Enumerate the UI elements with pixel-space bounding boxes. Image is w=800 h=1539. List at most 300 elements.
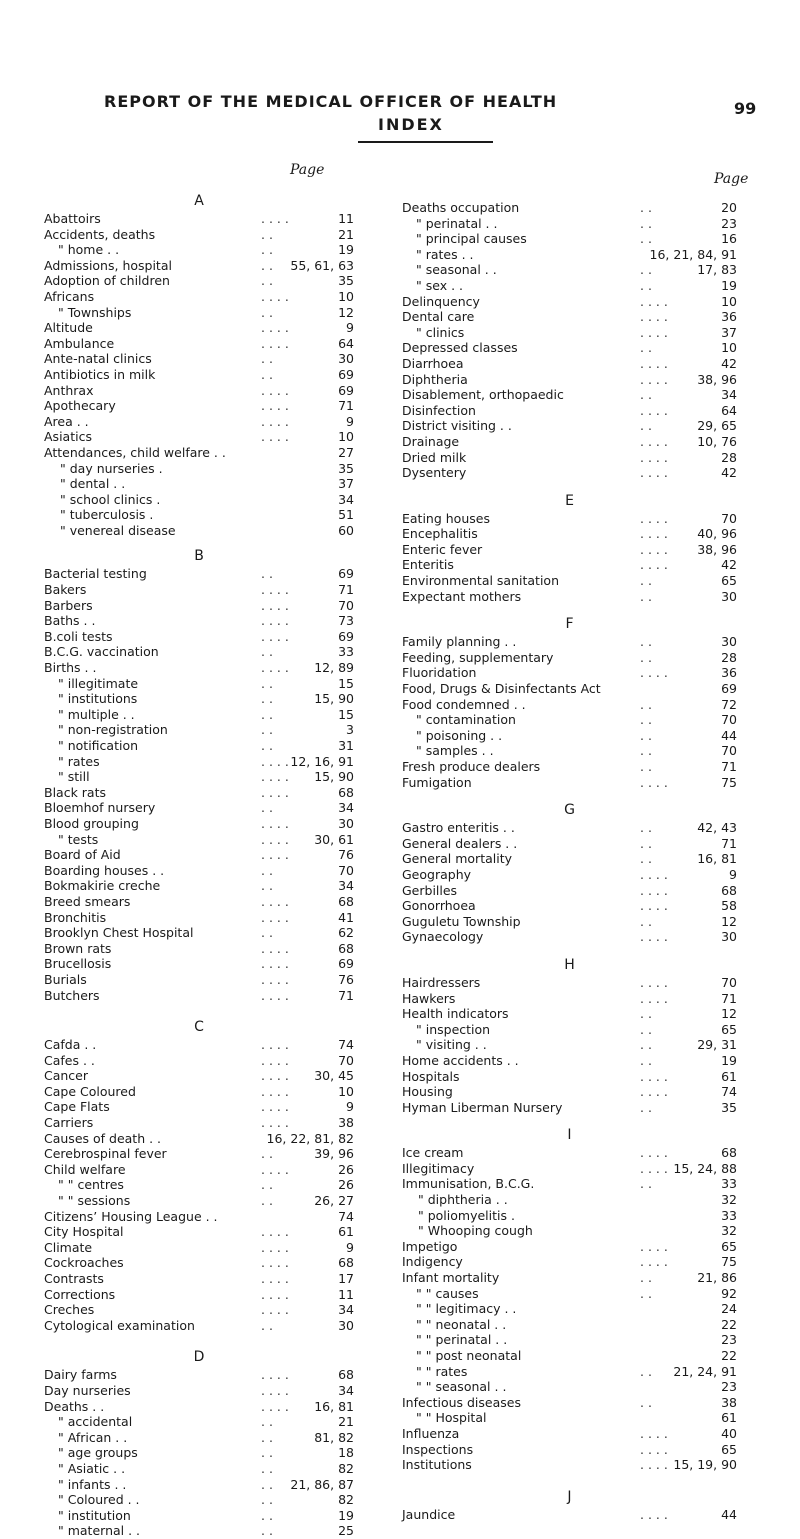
entry-leader-dots: . . [261,257,273,273]
entry-term: Deaths . . [44,1398,105,1414]
entry-term: " " rates [416,1363,468,1379]
index-entry [402,356,737,372]
entry-leader-dots: . . . . [640,1160,668,1176]
entry-page-numbers: 68 [721,1145,737,1161]
entry-leader-dots: . . . . [640,449,668,465]
entry-term: Citizens’ Housing League . . [44,1208,218,1224]
entry-leader-dots: . . [261,226,273,242]
entry-leader-dots: . . . . [261,1115,289,1131]
index-entry [402,1192,737,1208]
entry-leader-dots: . . . . [640,898,668,914]
entry-leader-dots: . . [261,1460,273,1476]
index-entry [402,1176,737,1192]
entry-leader-dots: . . . . [261,1239,289,1255]
entry-page-numbers: 10 [338,429,354,445]
entry-page-numbers: 30, 45 [314,1068,354,1084]
entry-term: Fresh produce dealers [402,759,541,774]
index-section [402,491,737,605]
entry-page-numbers: 15, 90 [314,769,354,785]
entry-leader-dots: . . [261,304,273,320]
entry-page-numbers: 69 [338,366,354,382]
heading-rule [358,141,493,143]
entry-leader-dots: . . [640,1270,652,1286]
entry-page-numbers: 34 [338,878,354,894]
entry-page-numbers: 19 [721,277,737,293]
entry-page-numbers: 17, 83 [697,262,737,278]
entry-page-numbers: 74 [721,1084,737,1100]
index-entry [402,1161,737,1177]
entry-term: " clinics [416,324,465,340]
entry-page-numbers: 44 [721,1506,737,1522]
entry-leader-dots: . . [640,215,652,231]
index-column-right [402,200,737,1522]
entry-term: Gastro enteritis . . [402,820,515,836]
entry-leader-dots: . . [261,242,273,258]
entry-term: Cytological examination [44,1317,195,1333]
index-entry [402,294,737,310]
entry-term: Infant mortality [402,1270,500,1286]
index-entry [44,1099,354,1115]
index-entry [44,227,354,243]
entry-page-numbers: 16, 81 [697,851,737,867]
entry-term: " infants . . [58,1476,127,1492]
index-entry [402,1348,737,1364]
index-entry [402,1037,737,1053]
section-letter: E [565,492,574,509]
right-page-column-label: Page [714,171,749,187]
entry-page-numbers: 33 [721,1176,737,1192]
entry-page-numbers: 70 [721,743,737,759]
entry-leader-dots: . . . . [640,371,668,387]
entry-leader-dots: . . [261,675,273,691]
index-entry [402,743,737,759]
entry-leader-dots: . . . . [261,987,289,1003]
entry-leader-dots: . . [261,1507,273,1523]
section-letter: D [193,1349,205,1366]
entry-leader-dots: . . . . [261,753,289,769]
index-entry [402,1395,737,1411]
entry-page-numbers: 24 [721,1301,737,1317]
entry-term: Immunisation, B.C.G. [402,1176,535,1192]
entry-page-numbers: 21, 24, 91 [673,1363,737,1379]
entry-term: Institutions [402,1457,472,1473]
entry-leader-dots: . . . . [261,1037,289,1053]
entry-term: " " perinatal . . [416,1332,508,1348]
index-entry [44,1146,354,1162]
entry-term: Baths . . [44,613,96,629]
index-entry [44,1492,354,1508]
entry-page-numbers: 33 [721,1207,737,1223]
entry-term: " poliomyelitis . [418,1207,515,1223]
entry-term: Causes of death . . [44,1130,162,1146]
index-section [44,1347,354,1539]
entry-term: " seasonal . . [416,262,497,278]
index-entry [402,418,737,434]
entry-leader-dots: . . . . [640,355,668,371]
entry-page-numbers: 70 [721,510,737,526]
entry-page-numbers: 71 [721,835,737,851]
entry-term: Deaths occupation [402,200,520,215]
entry-page-numbers: 38, 96 [697,371,737,387]
index-entry [44,429,354,445]
entry-term: Anthrax [44,382,94,398]
entry-term: " Coloured . . [58,1492,140,1508]
entry-page-numbers: 42, 43 [697,820,737,836]
entry-term: Jaundice [402,1506,456,1522]
entry-page-numbers: 30 [338,815,354,831]
entry-leader-dots: . . . . [261,1271,289,1286]
index-entry [402,1379,737,1395]
entry-leader-dots: . . [261,691,273,707]
entry-term: Gynaecology [402,929,484,945]
entry-term: Disinfection [402,402,476,418]
index-entry [44,1383,354,1399]
entry-leader-dots: . . [640,743,652,759]
entry-term: Guguletu Township [402,913,521,929]
entry-term: Dental care [402,309,475,325]
entry-leader-dots: . . . . [261,211,289,226]
entry-term: Fluoridation [402,665,477,681]
entry-leader-dots: . . [261,1492,273,1508]
index-entry [44,1193,354,1209]
entry-leader-dots: . . [261,1414,273,1430]
entry-term: " Townships [58,304,132,320]
index-entry [44,1224,354,1240]
index-entry [44,445,354,461]
entry-term: Cape Coloured [44,1083,136,1099]
entry-leader-dots: . . . . [640,1506,668,1522]
entry-term: Barbers [44,597,93,613]
entry-page-numbers: 23 [721,1379,737,1395]
entry-page-numbers: 10 [338,288,354,304]
entry-term: Family planning . . [402,634,517,650]
entry-term: B.coli tests [44,628,113,644]
index-entry [44,1461,354,1477]
entry-page-numbers: 38, 96 [697,541,737,557]
entry-leader-dots: . . . . [261,382,289,398]
entry-term: Home accidents . . [402,1052,519,1068]
index-entry [402,573,737,589]
entry-term: Hawkers [402,990,456,1006]
entry-page-numbers: 15 [338,706,354,722]
entry-leader-dots: . . [640,1006,652,1022]
index-entry [44,507,354,523]
index-entry [402,589,737,605]
entry-page-numbers: 73 [338,613,354,629]
entry-leader-dots: . . [261,1146,273,1162]
entry-leader-dots: . . . . [261,784,289,800]
index-section [402,955,737,1115]
index-entry [402,836,737,852]
entry-term: Burials [44,971,87,987]
index-entry [44,1177,354,1193]
entry-term: Cafda . . [44,1037,97,1053]
entry-page-numbers: 61 [338,1224,354,1240]
entry-term: Cape Flats [44,1099,110,1115]
entry-page-numbers: 12, 16, 91 [290,753,354,769]
index-entry [44,660,354,676]
entry-term: " accidental [58,1414,133,1430]
entry-page-numbers: 19 [338,242,354,258]
entry-term: Dysentery [402,465,467,481]
entry-leader-dots: . . [261,1445,273,1461]
index-entry [402,387,737,403]
entry-page-numbers: 37 [338,476,354,492]
entry-page-numbers: 38 [721,1394,737,1410]
index-section [402,200,737,481]
entry-page-numbers: 19 [338,1507,354,1523]
index-entry [402,247,737,263]
entry-page-numbers: 10 [721,340,737,356]
entry-term: Cafes . . [44,1052,95,1068]
entry-term: " " centres [58,1177,124,1193]
index-entry [44,211,354,227]
entry-page-numbers: 75 [721,774,737,790]
index-entry [44,1477,354,1493]
entry-leader-dots: . . . . [640,1425,668,1441]
entry-page-numbers: 61 [721,1068,737,1084]
index-entry [402,200,737,216]
index-section [44,546,354,1003]
entry-leader-dots: . . [640,712,652,728]
entry-page-numbers: 61 [721,1410,737,1426]
entry-page-numbers: 12 [721,913,737,929]
entry-term: Apothecary [44,398,116,414]
index-section [402,800,737,945]
entry-leader-dots: . . [261,1523,273,1539]
entry-page-numbers: 71 [338,987,354,1003]
entry-term: Births . . [44,660,97,676]
section-letter: B [194,548,204,565]
entry-leader-dots: . . . . [640,402,668,418]
entry-page-numbers: 76 [338,971,354,987]
entry-page-numbers: 26 [338,1177,354,1193]
entry-leader-dots: . . [640,759,652,774]
entry-page-numbers: 15, 24, 88 [673,1160,737,1176]
entry-leader-dots: . . [640,1285,652,1301]
index-entry [44,242,354,258]
entry-term: Brown rats [44,940,112,956]
index-entry [44,383,354,399]
entry-page-numbers: 30 [721,634,737,650]
index-entry [44,629,354,645]
entry-term: Creches [44,1302,95,1318]
index-entry [44,1115,354,1131]
entry-leader-dots: . . . . [640,557,668,573]
entry-term: Butchers [44,987,100,1003]
entry-term: Day nurseries [44,1382,131,1398]
entry-leader-dots: . . . . [261,628,289,644]
index-entry [402,851,737,867]
index-entry [44,816,354,832]
entry-page-numbers: 35 [338,273,354,289]
entry-term: " rates . . [416,246,474,262]
entry-term: District visiting . . [402,418,512,434]
entry-term: Hairdressers [402,974,481,990]
entry-leader-dots: . . . . [261,909,289,925]
index-entry [402,1410,737,1426]
index-entry [402,1053,737,1069]
index-entry [44,1131,354,1147]
entry-leader-dots: . . [640,1037,652,1053]
entry-page-numbers: 11 [338,1286,354,1302]
index-entry [44,691,354,707]
index-entry [402,526,737,542]
index-entry [44,414,354,430]
index-entry [402,1145,737,1161]
index-entry [44,941,354,957]
entry-term: Housing [402,1084,453,1100]
entry-page-numbers: 38 [338,1115,354,1131]
entry-leader-dots: . . . . [640,1145,668,1161]
entry-page-numbers: 69 [338,628,354,644]
index-entry [44,644,354,660]
entry-term: " tuberculosis . [60,507,154,523]
entry-term: Environmental sanitation [402,573,559,589]
index-section [402,1487,737,1523]
index-entry [402,991,737,1007]
entry-term: Bloemhof nursery [44,800,156,816]
entry-term: General dealers . . [402,835,518,851]
entry-leader-dots: . . . . [261,1161,289,1177]
entry-leader-dots: . . . . [261,1052,289,1068]
entry-page-numbers: 30 [338,351,354,367]
entry-page-numbers: 26 [338,1161,354,1177]
entry-leader-dots: . . [640,277,652,293]
entry-page-numbers: 15, 19, 90 [673,1457,737,1473]
index-section [402,614,737,790]
entry-term: " poisoning . . [416,727,503,743]
entry-page-numbers: 74 [338,1037,354,1053]
entry-leader-dots: . . [640,1021,652,1037]
entry-leader-dots: . . [640,1099,652,1115]
index-entry [44,956,354,972]
entry-term: " African . . [58,1429,128,1445]
index-entry [44,1445,354,1461]
entry-page-numbers: 12 [338,304,354,320]
entry-term: Enteric fever [402,541,483,557]
entry-leader-dots: . . . . [261,1382,289,1398]
index-entry [44,769,354,785]
entry-term: Diphtheria [402,371,468,387]
entry-page-numbers: 71 [338,398,354,414]
index-entry [44,613,354,629]
entry-page-numbers: 40, 96 [697,526,737,542]
entry-term: Expectant mothers [402,588,522,604]
entry-page-numbers: 29, 31 [697,1037,737,1053]
entry-leader-dots: . . [261,1177,273,1193]
entry-term: Ante-natal clinics [44,351,152,367]
entry-leader-dots: . . . . [261,769,289,785]
entry-term: Adoption of children [44,273,170,289]
entry-page-numbers: 69 [338,566,354,582]
entry-page-numbers: 92 [721,1285,737,1301]
entry-leader-dots: . . [640,573,652,589]
index-entry [44,336,354,352]
entry-term: " " legitimacy . . [416,1301,517,1317]
entry-page-numbers: 64 [721,402,737,418]
index-entry [44,1430,354,1446]
entry-page-numbers: 65 [721,1441,737,1457]
index-entry [44,1037,354,1053]
index-entry [44,1399,354,1415]
entry-leader-dots: . . . . [640,1068,668,1084]
entry-term: Feeding, supplementary [402,649,554,665]
index-entry [44,273,354,289]
index-entry [44,1508,354,1524]
entry-term: Boarding houses . . [44,862,165,878]
entry-term: " institutions [58,691,138,707]
index-entry [44,598,354,614]
entry-term: " principal causes [416,231,527,247]
entry-term: " venereal disease [60,522,176,538]
entry-leader-dots: . . [261,925,273,941]
entry-leader-dots: . . . . [640,324,668,340]
section-letter: A [194,193,204,209]
entry-page-numbers: 16, 22, 81, 82 [266,1130,354,1146]
entry-term: Climate [44,1239,93,1255]
entry-leader-dots: . . . . [640,526,668,542]
index-entry [402,1364,737,1380]
entry-leader-dots: . . . . [640,541,668,557]
entry-page-numbers: 9 [346,413,354,429]
entry-leader-dots: . . . . [261,597,289,613]
index-entry [44,582,354,598]
index-entry [44,523,354,539]
entry-term: Black rats [44,784,107,800]
index-entry [402,309,737,325]
entry-term: " home . . [58,242,120,258]
entry-page-numbers: 58 [721,898,737,914]
index-entry [402,1069,737,1085]
entry-term: Board of Aid [44,847,121,863]
entry-term: " " neonatal . . [416,1316,507,1332]
entry-term: Infectious diseases [402,1394,521,1410]
index-entry [402,1442,737,1458]
entry-term: Geography [402,866,472,882]
section-letter: G [564,802,575,819]
entry-page-numbers: 72 [721,696,737,712]
entry-page-numbers: 68 [338,893,354,909]
entry-page-numbers: 34 [338,800,354,816]
entry-term: Ice cream [402,1145,464,1161]
entry-term: Impetigo [402,1238,458,1254]
entry-leader-dots: . . [261,1476,273,1492]
entry-page-numbers: 42 [721,557,737,573]
entry-term: Food, Drugs & Disinfectants Act [402,681,601,697]
entry-term: Asiatics [44,429,92,445]
entry-leader-dots: . . [261,566,273,582]
entry-term: B.C.G. vaccination [44,644,159,660]
entry-page-numbers: 75 [721,1254,737,1270]
entry-page-numbers: 30 [338,1317,354,1333]
entry-page-numbers: 32 [721,1223,737,1239]
entry-page-numbers: 22 [721,1316,737,1332]
entry-page-numbers: 82 [338,1492,354,1508]
entry-leader-dots: . . [261,644,273,660]
index-entry [402,634,737,650]
entry-leader-dots: . . [640,200,652,215]
entry-leader-dots: . . [640,851,652,867]
index-entry [402,1100,737,1116]
entry-leader-dots: . . . . [261,847,289,863]
entry-leader-dots: . . . . [261,582,289,598]
entry-page-numbers: 68 [338,1255,354,1271]
entry-term: Influenza [402,1425,460,1441]
entry-leader-dots: . . [640,649,652,665]
entry-page-numbers: 60 [338,522,354,538]
index-entry [402,1022,737,1038]
